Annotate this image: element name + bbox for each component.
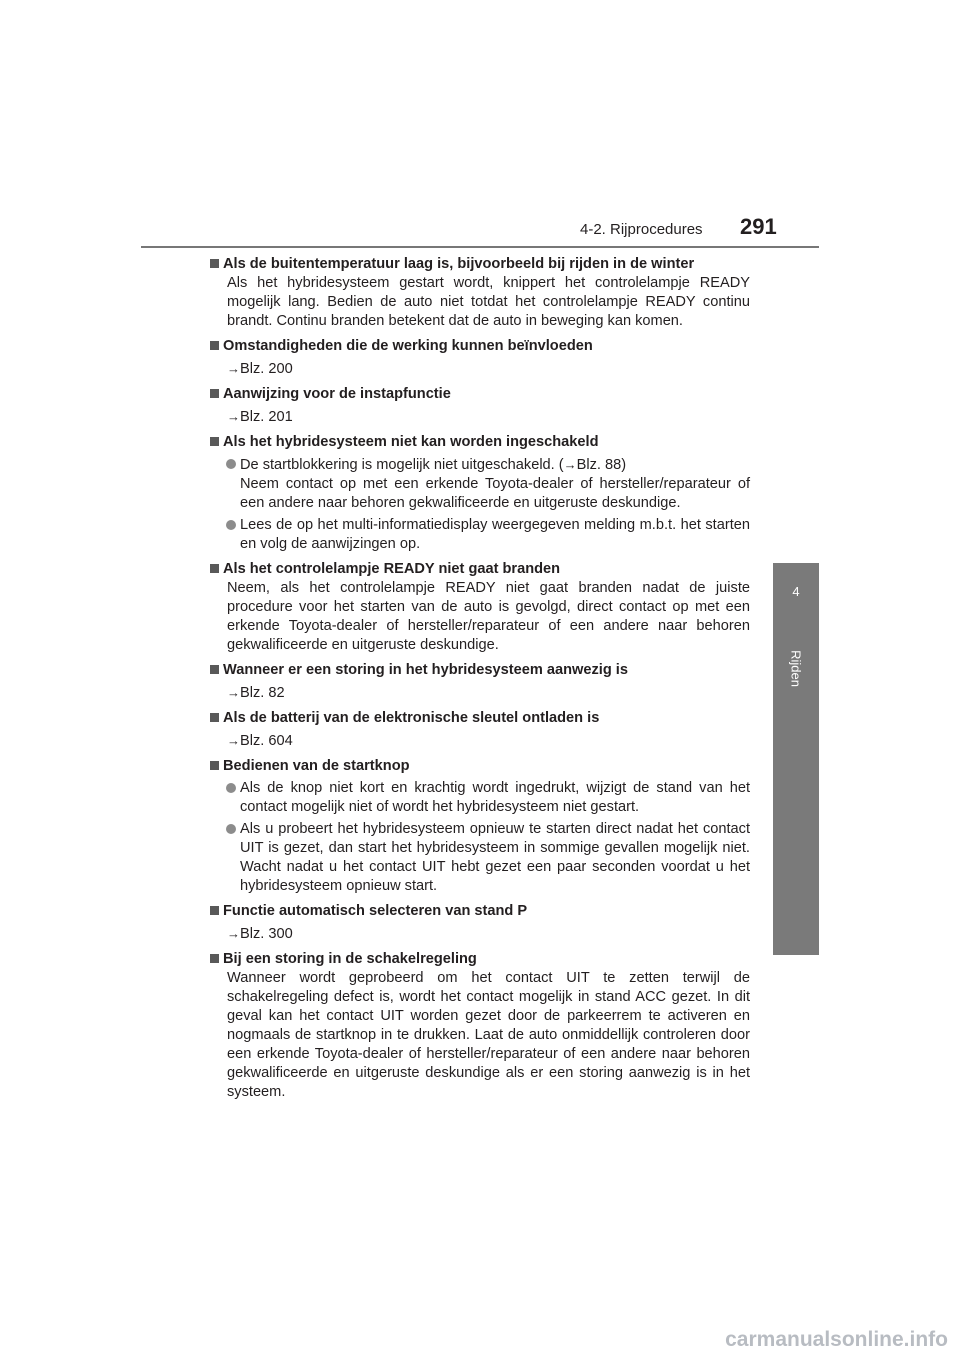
section-heading — [210, 255, 750, 274]
section-heading-text: Aanwijzing voor de instapfunctie — [223, 386, 451, 402]
section-heading — [210, 385, 750, 404]
bullet-text: Als u probeert het hybridesysteem opnieuw te starten direct nadat het contact UIT is gezet, dan start het hybridesysteem in sommige gevallen mogelijk niet. Wacht nadat u het contact UIT hebt gezet een paar seconden voordat u het hybridesysteem opnieuw start. — [240, 821, 750, 894]
bullet-item — [210, 516, 750, 554]
section-heading-text: Bedienen van de startknop — [223, 758, 410, 774]
square-bullet-icon — [210, 906, 219, 915]
page-number: 291 — [740, 214, 777, 239]
section-paragraph: Wanneer wordt geprobeerd om het contact UIT te zetten terwijl de schakelregeling defect is, wordt het contact mogelijk in stand ACC gezet. In dit geval kan het contact UIT worden gezet door de parkeerrem te activeren en nogmaals de startknop in te drukken. Laat de auto onmiddellijk controleren door een erkende Toyota-dealer of hersteller/reparateur of een andere naar behoren gekwalificeerde en uitgeruste deskundige als er een storing aanwezig is in het systeem. — [227, 970, 750, 1100]
section-heading — [210, 337, 750, 356]
section — [210, 950, 750, 1102]
bullet-text: De startblokkering is mogelijk niet uitgeschakeld. ( — [240, 457, 564, 473]
round-bullet-icon — [226, 459, 236, 469]
square-bullet-icon — [210, 341, 219, 350]
square-bullet-icon — [210, 389, 219, 398]
section — [210, 255, 750, 331]
section-title: 4-2. Rijprocedures — [580, 221, 703, 238]
square-bullet-icon — [210, 665, 219, 674]
arrow-right-icon: → — [227, 361, 240, 376]
section-heading — [210, 757, 750, 776]
page-reference — [210, 924, 750, 944]
round-bullet-icon — [226, 824, 236, 834]
section-heading — [210, 560, 750, 579]
page-reference — [210, 359, 750, 379]
section-heading-text: Bij een storing in de schakelregeling — [223, 951, 477, 967]
square-bullet-icon — [210, 564, 219, 573]
square-bullet-icon — [210, 761, 219, 770]
section-heading — [210, 902, 750, 921]
arrow-right-icon: → — [227, 733, 240, 748]
page-reference-link[interactable]: Blz. 604 — [240, 733, 293, 749]
square-bullet-icon — [210, 954, 219, 963]
round-bullet-icon — [226, 783, 236, 793]
section-heading — [210, 433, 750, 452]
square-bullet-icon — [210, 713, 219, 722]
page-reference-link[interactable]: Blz. 201 — [240, 409, 293, 425]
section-heading-text: Als het controlelampje READY niet gaat branden — [223, 561, 561, 577]
section-heading-text: Wanneer er een storing in het hybridesysteem aanwezig is — [223, 662, 628, 678]
section-heading — [210, 709, 750, 728]
section — [210, 385, 750, 427]
section-paragraph: Als het hybridesysteem gestart wordt, knippert het controlelampje READY mogelijk lang. Bedien de auto niet totdat het controlelampje READY continu brandt. Continu branden betekent dat de auto in beweging kan komen. — [227, 275, 750, 329]
arrow-right-icon: → — [227, 926, 240, 941]
watermark: carmanualsonline.info — [725, 1328, 948, 1351]
section — [210, 757, 750, 896]
chapter-tab — [773, 625, 819, 955]
arrow-right-icon: → — [563, 457, 577, 472]
page-content — [210, 255, 750, 1108]
page-reference-link[interactable]: Blz. 88) — [576, 457, 627, 473]
bullet-item — [210, 820, 750, 896]
page-reference — [210, 731, 750, 751]
bullet-item — [210, 455, 750, 513]
page-reference-link[interactable]: Blz. 300 — [240, 926, 293, 942]
section-heading-text: Omstandigheden die de werking kunnen beïnvloeden — [223, 338, 593, 354]
section — [210, 709, 750, 751]
section-heading — [210, 661, 750, 680]
page-reference-link[interactable]: Blz. 82 — [240, 685, 285, 701]
bullet-item — [210, 779, 750, 817]
section — [210, 337, 750, 379]
chapter-tab-number: 4 — [773, 563, 819, 625]
section-heading-text: Als het hybridesysteem niet kan worden ingeschakeld — [223, 434, 599, 450]
section — [210, 560, 750, 655]
bullet-text: Neem contact op met een erkende Toyota-dealer of hersteller/reparateur of een andere naar behoren gekwalificeerde en uitgeruste deskundige. — [240, 476, 750, 511]
bullet-text: Lees de op het multi-informatiedisplay weergegeven melding m.b.t. het starten en volg de aanwijzingen op. — [240, 517, 750, 552]
round-bullet-icon — [226, 520, 236, 530]
section-heading-text: Als de buitentemperatuur laag is, bijvoorbeeld bij rijden in de winter — [223, 256, 695, 272]
arrow-right-icon: → — [227, 685, 240, 700]
page-reference-link[interactable]: Blz. 200 — [240, 361, 293, 377]
section-heading — [210, 950, 750, 969]
chapter-tab-label: Rijden — [788, 650, 804, 687]
section-heading-text: Functie automatisch selecteren van stand P — [223, 903, 528, 919]
arrow-right-icon: → — [227, 409, 240, 424]
square-bullet-icon — [210, 259, 219, 268]
page-reference — [210, 683, 750, 703]
bullet-text: Als de knop niet kort en krachtig wordt ingedrukt, wijzigt de stand van het contact mogelijk niet of wordt het hybridesysteem niet gestart. — [240, 780, 750, 815]
page-reference — [210, 407, 750, 427]
section — [210, 902, 750, 944]
section — [210, 433, 750, 554]
section-heading-text: Als de batterij van de elektronische sleutel ontladen is — [223, 710, 600, 726]
square-bullet-icon — [210, 437, 219, 446]
header-divider — [141, 246, 819, 248]
section — [210, 661, 750, 703]
section-paragraph: Neem, als het controlelampje READY niet gaat branden nadat de juiste procedure voor het starten van de auto is gevolgd, direct contact op met een erkende Toyota-dealer of hersteller/reparateur of een andere naar behoren gekwalificeerde en uitgeruste deskundige. — [227, 580, 750, 653]
